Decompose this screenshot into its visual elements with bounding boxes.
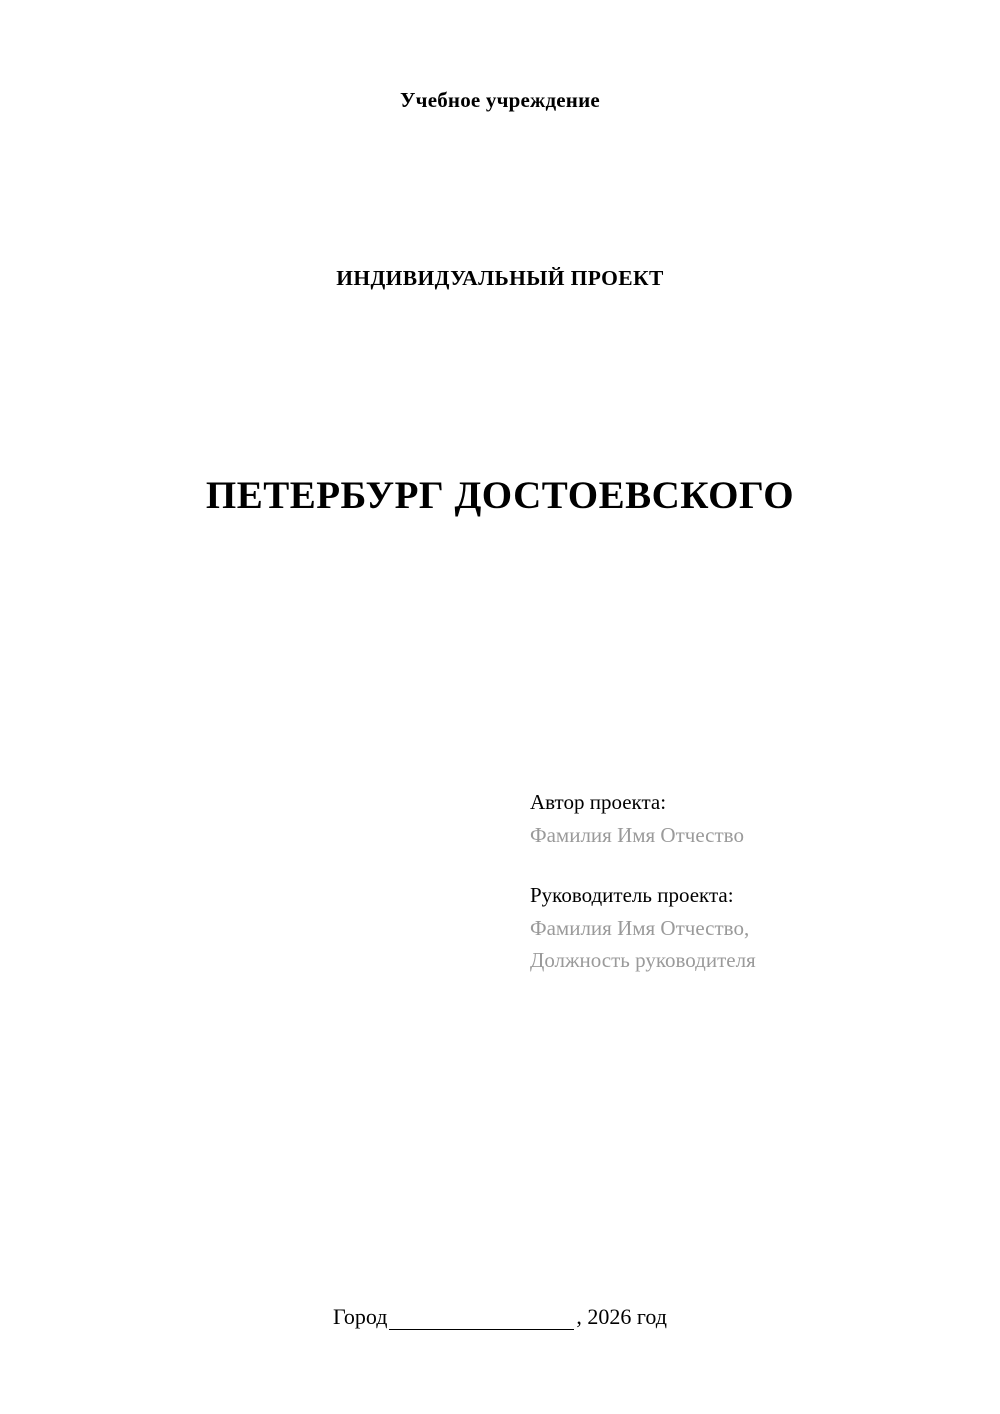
- supervisor-group: [530, 879, 930, 977]
- city-label: Город: [333, 1304, 388, 1329]
- footer-city-year: [0, 1304, 1000, 1330]
- page-title: ПЕТЕРБУРГ ДОСТОЕВСКОГО: [205, 474, 795, 518]
- supervisor-position-value: Должность руководителя: [530, 948, 756, 973]
- author-value: Фамилия Имя Отчество: [530, 822, 744, 847]
- year-suffix: , 2026 год: [576, 1304, 667, 1329]
- work-type-heading: ИНДИВИДУАЛЬНЫЙ ПРОЕКТ: [336, 266, 664, 290]
- supervisor-label: Руководитель проекта:: [530, 883, 734, 908]
- author-group: [530, 786, 930, 851]
- institution-name: Учебное учреждение: [400, 88, 600, 112]
- author-label: Автор проекта:: [530, 790, 667, 814]
- city-blank-rule: [389, 1308, 574, 1330]
- supervisor-name-value: Фамилия Имя Отчество,: [530, 915, 750, 940]
- project-meta-block: [530, 786, 930, 977]
